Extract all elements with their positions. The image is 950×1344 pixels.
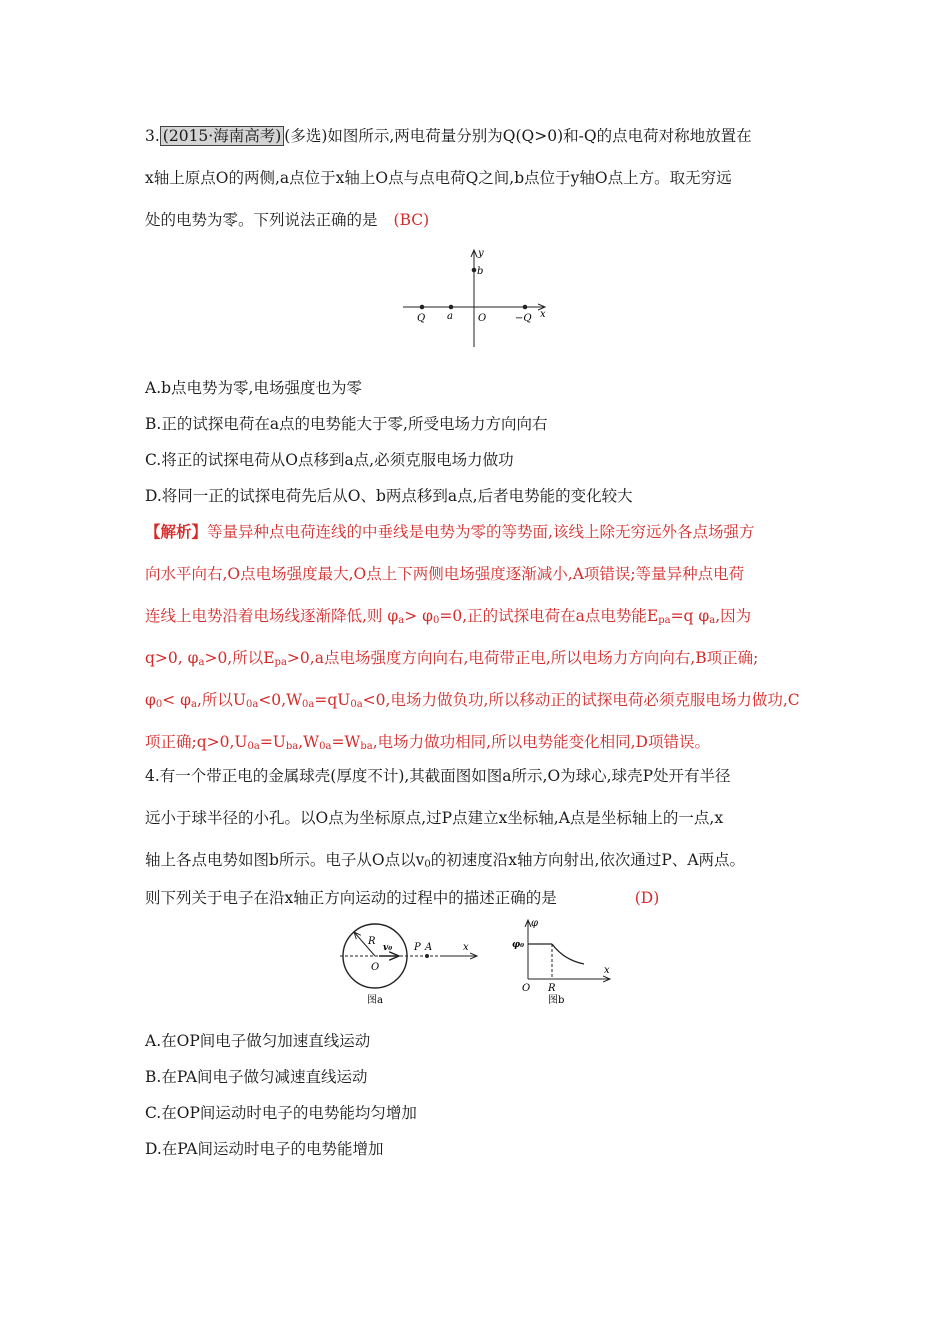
q3-label-y: y	[478, 248, 484, 259]
fig-a-label-x: x	[463, 942, 469, 953]
q4-line-3: 轴上各点电势如图b所示。电子从O点以$v_0$的初速度沿x轴方向射出,依次通过P、A两点。	[145, 851, 746, 870]
q3-analysis-line-4: q>0, $\varphi_a>0$,所以$E_{pa}>0,a$点电场强度方向向右,电荷带正电,所以电场力方向向右,B项正确;	[145, 649, 759, 668]
fig-b-label-phi: φ	[531, 918, 539, 929]
q4-option-c: C.在OP间运动时电子的电势能均匀增加	[145, 1104, 417, 1122]
fig-b-label-phi0: φ₀	[512, 940, 525, 950]
fig-b-label-x: x	[604, 965, 610, 976]
q4-figure-a	[335, 914, 485, 1006]
q3-option-c: C.将正的试探电荷从O点移到a点,必须克服电场力做功	[145, 451, 514, 469]
q3-label-neg-q: −Q	[515, 313, 532, 324]
fig-a-label-a: A	[425, 942, 433, 953]
q3-figure	[395, 242, 560, 350]
q3-answer: (BC)	[393, 211, 430, 229]
q3-analysis-line-5: $\varphi_0< \varphi_a$,所以$U_{0a}<0,W_{0a}=qU_{0a}<0$,电场力做负功,所以移动正的试探电荷必须克服电场力做功,C	[145, 691, 800, 710]
q3-point-a	[449, 305, 454, 310]
q3-label-o: O	[478, 313, 487, 324]
q3-analysis-line-6: 项正确$;q>0,U_{0a}=U_{ba},W_{0a}=W_{ba}$,电场力做功相同,所以电势能变化相同,D项错误。	[145, 733, 710, 752]
fig-a-label-p: P	[414, 942, 421, 953]
q3-point-b	[472, 268, 477, 273]
fig-a-label-o: O	[371, 962, 380, 973]
q4-line-4: 则下列关于电子在沿x轴正方向运动的过程中的描述正确的是 (D)	[145, 889, 660, 907]
fig-a-label-r: R	[368, 936, 376, 947]
q4-line-2: 远小于球半径的小孔。以O点为坐标原点,过P点建立x坐标轴,A点是坐标轴上的一点,x	[145, 809, 724, 827]
q3-line-1: 3. (2015·海南高考) (多选)如图所示,两电荷量分别为Q(Q>0)和-Q的点电荷对称地放置在	[145, 127, 752, 145]
q3-label-a: a	[447, 311, 453, 322]
q4-line-1: 4.有一个带正电的金属球壳(厚度不计),其截面图如图a所示,O为球心,球壳P处开有半径	[145, 767, 731, 785]
q3-line-3: 处的电势为零。下列说法正确的是 (BC)	[145, 211, 430, 229]
q3-analysis-line-3: 连线上电势沿着电场线逐渐降低,则 $\varphi_a> \varphi_0=0$,正的试探电荷在a点电势能$E_{pa}=q$ $\varphi_a$,因为	[145, 607, 752, 626]
q3-line-2: x轴上原点O的两侧,a点位于x轴上O点与点电荷Q之间,b点位于y轴O点上方。取无穷远	[145, 169, 732, 187]
q4-option-a: A.在OP间电子做匀加速直线运动	[145, 1032, 371, 1050]
q3-option-d: D.将同一正的试探电荷先后从O、b两点移到a点,后者电势能的变化较大	[145, 487, 633, 505]
q4-answer: (D)	[634, 889, 660, 907]
q3-label-b: b	[477, 266, 484, 277]
potential-decay-curve	[552, 944, 584, 964]
fig-b-label-o: O	[522, 983, 531, 994]
point-a-dot	[425, 954, 429, 958]
fig-a-label-v0: v₀	[383, 943, 393, 953]
q4-option-d: D.在PA间运动时电子的电势能增加	[145, 1140, 384, 1158]
q3-analysis-line-1: 【解析】等量异种点电荷连线的中垂线是电势为零的等势面,该线上除无穷远外各点场强方	[145, 522, 755, 541]
q3-option-b: B.正的试探电荷在a点的电势能大于零,所受电场力方向向右	[145, 415, 548, 433]
q3-analysis-line-2: 向水平向右,O点电场强度最大,O点上下两侧电场强度逐渐减小,A项错误;等量异种点电荷	[145, 565, 745, 583]
q3-charge-q	[420, 305, 425, 310]
q3-option-a: A.b点电势为零,电场强度也为零	[145, 379, 362, 397]
q3-charge-neg-q	[523, 305, 528, 310]
fig-b-label-r: R	[548, 983, 556, 994]
fig-b-caption: 图b	[548, 995, 565, 1006]
q4-option-b: B.在PA间电子做匀减速直线运动	[145, 1068, 368, 1086]
q3-label-q: Q	[417, 313, 426, 324]
q4-figure-b	[508, 914, 618, 1006]
q3-label-x: x	[540, 309, 546, 320]
fig-a-caption: 图a	[367, 995, 383, 1006]
q3-number: 3.	[145, 127, 160, 145]
analysis-label: 【解析】	[145, 522, 208, 541]
q3-source-tag: (2015·海南高考)	[160, 126, 284, 146]
